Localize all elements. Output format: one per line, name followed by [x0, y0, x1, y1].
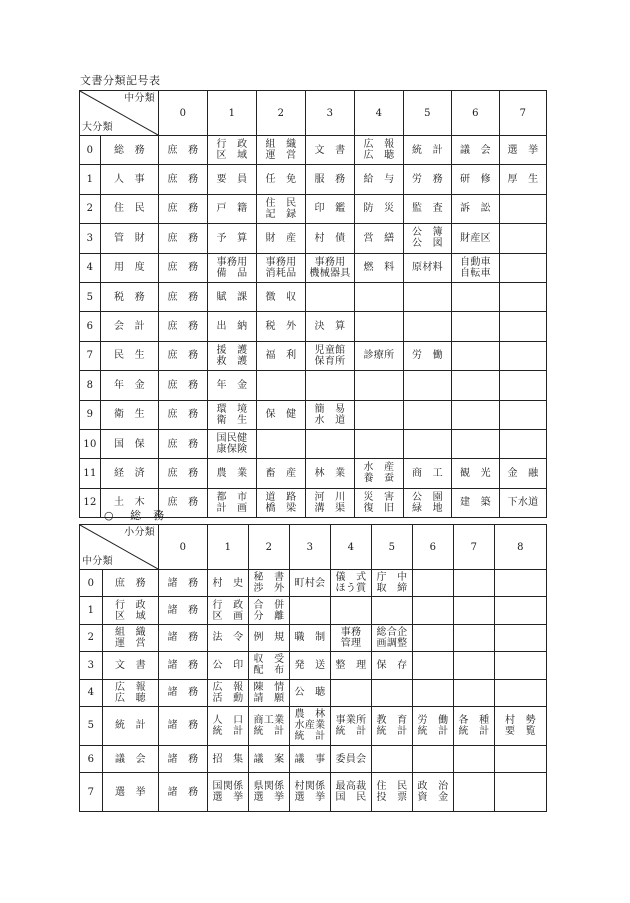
table-cell: 事務用 備 品 — [208, 253, 257, 282]
table-cell — [372, 597, 413, 624]
table-cell: 諸 務 — [159, 597, 208, 624]
table-cell: 庶 務 — [159, 224, 208, 253]
table-cell — [500, 282, 547, 311]
table-cell: 組 織 運 営 — [257, 136, 306, 165]
table-cell: 公 簿 公 図 — [404, 224, 452, 253]
table-cell: 村 債 — [306, 224, 355, 253]
table-cell — [500, 224, 547, 253]
row-code: 12 — [80, 488, 101, 517]
table-cell: 要 員 — [208, 165, 257, 194]
row-code: 8 — [80, 371, 101, 400]
table-cell: 住 民 投 票 — [372, 773, 413, 812]
table-cell: 最高裁 国 民 — [331, 773, 372, 812]
row-code: 6 — [80, 745, 103, 772]
column-header: 1 — [208, 91, 257, 136]
row-name: 庶 務 — [103, 570, 159, 597]
row-name: 広 報 広 聴 — [103, 679, 159, 706]
row-name: 組 織 運 営 — [103, 624, 159, 651]
corner-bottom-label: 中分類 — [82, 556, 113, 567]
table-cell — [454, 652, 495, 679]
row-code: 5 — [80, 282, 101, 311]
table-cell — [454, 745, 495, 772]
table-cell: 選 挙 — [500, 136, 547, 165]
table-cell: 児童館 保育所 — [306, 341, 355, 370]
table-cell: 町村会 — [290, 570, 331, 597]
table-row — [80, 652, 547, 679]
table-cell: 河 川 溝 渠 — [306, 488, 355, 517]
table-cell: 労 働 — [404, 341, 452, 370]
table-cell: 出 納 — [208, 312, 257, 341]
table-row — [80, 745, 547, 772]
table-cell: 農 業 — [208, 459, 257, 488]
table-cell — [500, 341, 547, 370]
table-cell: 県関係 選 挙 — [249, 773, 290, 812]
table-cell — [404, 371, 452, 400]
table-cell: 環 境 衛 生 — [208, 400, 257, 429]
table-cell — [495, 679, 547, 706]
row-name: 土 木 — [101, 488, 159, 517]
row-name: 管 財 — [101, 224, 159, 253]
row-code: 3 — [80, 224, 101, 253]
table-cell — [500, 400, 547, 429]
table-cell: 庶 務 — [159, 282, 208, 311]
table-cell: 人 口 統 計 — [208, 706, 249, 745]
table-cell — [452, 341, 500, 370]
table-cell: 例 規 — [249, 624, 290, 651]
row-code: 7 — [80, 341, 101, 370]
row-name: 用 度 — [101, 253, 159, 282]
table-cell: 援 護 救 護 — [208, 341, 257, 370]
table-cell: 整 理 — [331, 652, 372, 679]
table-cell: 庶 務 — [159, 371, 208, 400]
row-code: 4 — [80, 679, 103, 706]
table-cell: 事務用 消耗品 — [257, 253, 306, 282]
table-cell — [500, 194, 547, 223]
table-cell — [495, 597, 547, 624]
table-cell: 文 書 — [306, 136, 355, 165]
table-cell — [413, 745, 454, 772]
row-name: 民 生 — [101, 341, 159, 370]
table-cell — [454, 773, 495, 812]
table-cell: 招 集 — [208, 745, 249, 772]
table-cell: 法 令 — [208, 624, 249, 651]
row-name: 国 保 — [101, 429, 159, 458]
table-cell: 任 免 — [257, 165, 306, 194]
table-cell: 収 受 配 布 — [249, 652, 290, 679]
sub-classification-table — [79, 524, 547, 812]
table-cell — [404, 282, 452, 311]
table-cell — [355, 400, 404, 429]
table-cell: 国関係 選 挙 — [208, 773, 249, 812]
table-cell — [500, 371, 547, 400]
row-code: 4 — [80, 253, 101, 282]
column-header: 0 — [159, 525, 208, 570]
table-cell: 決 算 — [306, 312, 355, 341]
table-cell: 秘 書 渉 外 — [249, 570, 290, 597]
table-cell — [454, 597, 495, 624]
table-cell: 村 勢 要 覧 — [495, 706, 547, 745]
table-cell — [495, 745, 547, 772]
table-cell: 印 鑑 — [306, 194, 355, 223]
circle-marker-icon: ○ — [104, 509, 115, 522]
table-cell — [290, 597, 331, 624]
row-code: 0 — [80, 136, 101, 165]
table-cell: 予 算 — [208, 224, 257, 253]
table-cell: 道 路 橋 梁 — [257, 488, 306, 517]
column-header: 4 — [355, 91, 404, 136]
table-cell — [331, 679, 372, 706]
table-cell — [495, 773, 547, 812]
table-cell — [500, 253, 547, 282]
column-header: 5 — [404, 91, 452, 136]
table-cell: 建 築 — [452, 488, 500, 517]
table-row — [80, 282, 547, 311]
table-cell: 発 送 — [290, 652, 331, 679]
table-cell: 統 計 — [404, 136, 452, 165]
table-cell — [413, 652, 454, 679]
row-name: 選 挙 — [103, 773, 159, 812]
row-code: 2 — [80, 194, 101, 223]
row-code: 2 — [80, 624, 103, 651]
row-code: 10 — [80, 429, 101, 458]
table-cell — [452, 371, 500, 400]
table-cell: 厚 生 — [500, 165, 547, 194]
table-cell: 下水道 — [500, 488, 547, 517]
column-header: 2 — [249, 525, 290, 570]
table-cell: 国民健 康保険 — [208, 429, 257, 458]
table-cell: 自動車 自転車 — [452, 253, 500, 282]
table-cell — [306, 371, 355, 400]
table-row — [80, 624, 547, 651]
table-cell: 職 制 — [290, 624, 331, 651]
table-cell — [355, 312, 404, 341]
table-cell — [452, 282, 500, 311]
row-code: 5 — [80, 706, 103, 745]
table-cell: 税 外 — [257, 312, 306, 341]
row-code: 1 — [80, 165, 101, 194]
table-row — [80, 400, 547, 429]
column-header: 0 — [159, 91, 208, 136]
table-row — [80, 679, 547, 706]
table-cell: 労 務 — [404, 165, 452, 194]
table-header-row — [80, 525, 547, 570]
table-cell: 都 市 計 画 — [208, 488, 257, 517]
table-cell — [500, 429, 547, 458]
table-cell — [404, 429, 452, 458]
table-cell: 議 事 — [290, 745, 331, 772]
table-cell: 議 会 — [452, 136, 500, 165]
column-header: 7 — [454, 525, 495, 570]
table-cell — [404, 400, 452, 429]
table-row — [80, 429, 547, 458]
table-cell: 儀 式 ほう賞 — [331, 570, 372, 597]
table-cell: 年 金 — [208, 371, 257, 400]
table-cell — [355, 282, 404, 311]
table-cell — [355, 429, 404, 458]
table-cell: 庶 務 — [159, 488, 208, 517]
table-cell: 庶 務 — [159, 253, 208, 282]
table-cell: 議 案 — [249, 745, 290, 772]
column-header: 3 — [306, 91, 355, 136]
table-cell: 水 産 養 蚕 — [355, 459, 404, 488]
table-cell — [452, 400, 500, 429]
table-row — [80, 459, 547, 488]
table-cell: 原材料 — [404, 253, 452, 282]
table-cell: 畜 産 — [257, 459, 306, 488]
row-code: 7 — [80, 773, 103, 812]
table-cell: 庶 務 — [159, 459, 208, 488]
table-cell: 研 修 — [452, 165, 500, 194]
table-row — [80, 570, 547, 597]
table-cell: 公 聴 — [290, 679, 331, 706]
row-name: 住 民 — [101, 194, 159, 223]
row-name: 総 務 — [101, 136, 159, 165]
table-cell — [372, 745, 413, 772]
table-cell: 財 産 — [257, 224, 306, 253]
table-cell: 事務用 機械器具 — [306, 253, 355, 282]
table-cell — [454, 570, 495, 597]
table-row — [80, 194, 547, 223]
table-cell: 戸 籍 — [208, 194, 257, 223]
table-cell — [413, 624, 454, 651]
row-name: 行 政 区 域 — [103, 597, 159, 624]
table-row — [80, 312, 547, 341]
column-header: 6 — [452, 91, 500, 136]
column-header: 1 — [208, 525, 249, 570]
table-cell — [413, 679, 454, 706]
table-cell: 公 印 — [208, 652, 249, 679]
table-cell: 委員会 — [331, 745, 372, 772]
row-code: 11 — [80, 459, 101, 488]
table-cell: 諸 務 — [159, 706, 208, 745]
table-cell: 総合企 画調整 — [372, 624, 413, 651]
table-cell: 教 育 統 計 — [372, 706, 413, 745]
table-row — [80, 773, 547, 812]
table-cell: 事務 管理 — [331, 624, 372, 651]
column-header: 8 — [495, 525, 547, 570]
row-name: 文 書 — [103, 652, 159, 679]
table-cell: 防 災 — [355, 194, 404, 223]
table-cell — [372, 679, 413, 706]
table-cell: 各 種 統 計 — [454, 706, 495, 745]
table-cell: 庶 務 — [159, 312, 208, 341]
table-cell: 庶 務 — [159, 429, 208, 458]
corner-top-label: 中分類 — [124, 93, 155, 104]
table-row — [80, 371, 547, 400]
table-cell: 金 融 — [500, 459, 547, 488]
column-header: 6 — [413, 525, 454, 570]
table-cell: 徴 収 — [257, 282, 306, 311]
table-cell: 庶 務 — [159, 136, 208, 165]
table-cell — [500, 312, 547, 341]
column-header: 5 — [372, 525, 413, 570]
table-cell: 賦 課 — [208, 282, 257, 311]
table-cell — [495, 624, 547, 651]
table-cell: 商工業 統 計 — [249, 706, 290, 745]
table-cell: 保 健 — [257, 400, 306, 429]
table-cell: 診療所 — [355, 341, 404, 370]
table-cell — [452, 429, 500, 458]
table-cell: 広 報 広 聴 — [355, 136, 404, 165]
table-cell: 庶 務 — [159, 165, 208, 194]
table-cell: 諸 務 — [159, 652, 208, 679]
table-cell: 諸 務 — [159, 570, 208, 597]
table-cell: 政 治 資 金 — [413, 773, 454, 812]
table-cell — [404, 312, 452, 341]
table-cell: 公 園 緑 地 — [404, 488, 452, 517]
row-code: 9 — [80, 400, 101, 429]
table-header-row — [80, 91, 547, 136]
corner-header-cell — [80, 91, 159, 136]
table-cell: 村関係 選 挙 — [290, 773, 331, 812]
table-cell: 村 史 — [208, 570, 249, 597]
column-header: 2 — [257, 91, 306, 136]
row-name: 統 計 — [103, 706, 159, 745]
table-cell — [257, 371, 306, 400]
section-label: 総 務 — [130, 509, 165, 522]
table-row — [80, 341, 547, 370]
table-cell — [454, 624, 495, 651]
document-title: 文書分類記号表 — [80, 74, 161, 87]
table-cell: 庶 務 — [159, 341, 208, 370]
table-row — [80, 706, 547, 745]
table-cell — [413, 597, 454, 624]
corner-header-cell — [80, 525, 159, 570]
table-cell: 合 併 分 離 — [249, 597, 290, 624]
table-cell — [413, 570, 454, 597]
row-code: 6 — [80, 312, 101, 341]
table-row — [80, 165, 547, 194]
table-cell — [495, 652, 547, 679]
table-cell — [331, 597, 372, 624]
row-code: 1 — [80, 597, 103, 624]
column-header: 7 — [500, 91, 547, 136]
table-cell: 財産区 — [452, 224, 500, 253]
table-cell: 庁 中 取 締 — [372, 570, 413, 597]
column-header: 3 — [290, 525, 331, 570]
table-cell: 事業所 統 計 — [331, 706, 372, 745]
table-cell: 庶 務 — [159, 194, 208, 223]
table-cell: 福 利 — [257, 341, 306, 370]
table-cell — [306, 429, 355, 458]
row-name: 税 務 — [101, 282, 159, 311]
table-row — [80, 597, 547, 624]
table-cell: 営 繕 — [355, 224, 404, 253]
table-cell — [306, 282, 355, 311]
table-cell: 服 務 — [306, 165, 355, 194]
row-name: 人 事 — [101, 165, 159, 194]
table-cell: 訴 訟 — [452, 194, 500, 223]
table-cell: 労 働 統 計 — [413, 706, 454, 745]
table-cell: 諸 務 — [159, 773, 208, 812]
table-cell: 給 与 — [355, 165, 404, 194]
row-code: 3 — [80, 652, 103, 679]
row-code: 0 — [80, 570, 103, 597]
table-cell: 農 林 水産業 統 計 — [290, 706, 331, 745]
table-cell: 林 業 — [306, 459, 355, 488]
table-cell: 庶 務 — [159, 400, 208, 429]
column-header: 4 — [331, 525, 372, 570]
table-row — [80, 224, 547, 253]
table-cell: 商 工 — [404, 459, 452, 488]
row-name: 議 会 — [103, 745, 159, 772]
table-cell: 行 政 区 域 — [208, 136, 257, 165]
table-cell — [355, 371, 404, 400]
table-cell: 監 査 — [404, 194, 452, 223]
table-cell — [257, 429, 306, 458]
table-row — [80, 253, 547, 282]
table-cell: 燃 料 — [355, 253, 404, 282]
row-name: 会 計 — [101, 312, 159, 341]
table-cell: 保 存 — [372, 652, 413, 679]
table-cell: 観 光 — [452, 459, 500, 488]
table-cell: 諸 務 — [159, 679, 208, 706]
row-name: 年 金 — [101, 371, 159, 400]
table-cell — [452, 312, 500, 341]
table-cell — [495, 570, 547, 597]
table-cell: 災 害 復 旧 — [355, 488, 404, 517]
row-name: 衛 生 — [101, 400, 159, 429]
major-classification-table — [79, 90, 547, 518]
table-row — [80, 136, 547, 165]
table-cell: 諸 務 — [159, 745, 208, 772]
table-cell: 住 民 記 録 — [257, 194, 306, 223]
table-cell: 陳 情 請 願 — [249, 679, 290, 706]
corner-bottom-label: 大分類 — [82, 122, 113, 133]
table-cell: 行 政 区 画 — [208, 597, 249, 624]
table-cell: 簡 易 水 道 — [306, 400, 355, 429]
row-name: 経 済 — [101, 459, 159, 488]
table-cell — [454, 679, 495, 706]
section-heading — [104, 507, 165, 523]
table-cell: 広 報 活 動 — [208, 679, 249, 706]
corner-top-label: 小分類 — [124, 527, 155, 538]
table-cell: 諸 務 — [159, 624, 208, 651]
